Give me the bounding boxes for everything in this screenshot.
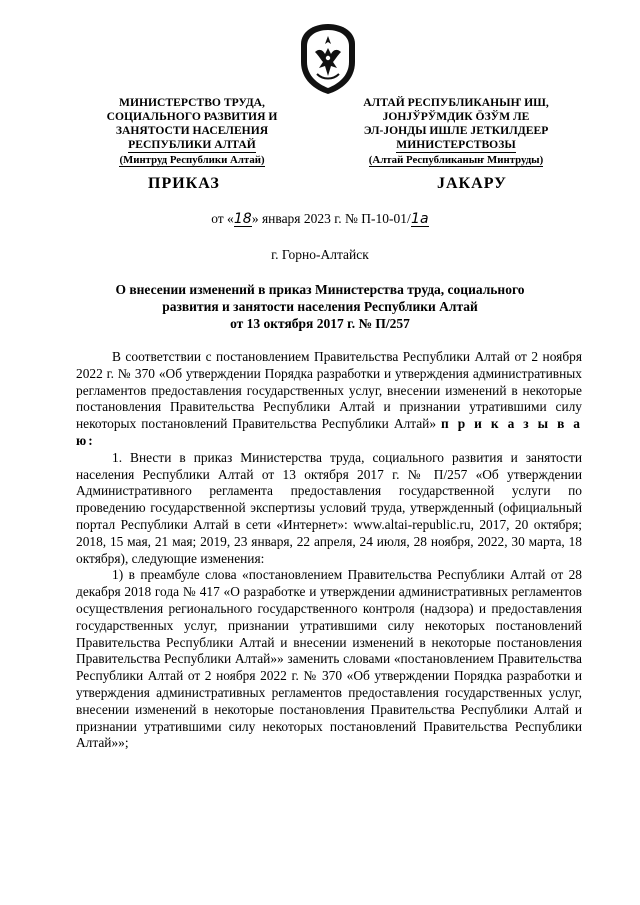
order-date-line bbox=[0, 211, 640, 227]
order-keyword: п р и к а з ы в а ю: bbox=[76, 416, 582, 448]
doc-type-altai: ЈАКАРУ bbox=[437, 175, 507, 192]
ministry-abbreviation: (Минтруд Республики Алтай) bbox=[119, 154, 265, 166]
handwritten-day: 18 bbox=[233, 211, 252, 227]
city-name: г. Горно-Алтайск bbox=[271, 247, 369, 262]
title-line: развития и занятости населения Республики Алтай bbox=[162, 299, 478, 314]
doc-type-russian: ПРИКАЗ bbox=[148, 175, 220, 192]
ministry-name-line bbox=[76, 138, 308, 153]
body-paragraph: 1) в преамбуле слова «постановлением Правительства Республики Алтай от 28 декабря 2018 года № 417 «О разработке и утверждении административных регламентов осуществления регионального государственного контроля (надзора) и предоставления государственных услуг, признании утратившими силу некоторых постановлений Правительства Республики Алтай и внесении изменений в некоторые постановления Правительства Республики Алтай»» заменить словами «постановлением Правительства Республики Алтай от 2 ноября 2022 г. № 370 «Об утверждении Порядка разработки и утверждения административных регламентов предоставления государственных услуг, внесении изменений в некоторые постановления Правительства Республики Алтай и признании утратившими силу некоторых постановлений Правительства Республики Алтай»»; bbox=[76, 567, 582, 751]
ministry-name-line-text: МИНИСТЕРСТВОЗЫ bbox=[396, 138, 516, 151]
body-paragraph: 1. Внести в приказ Министерства труда, социального развития и занятости населения Республики Алтай от 13 октября 2017 г. № П/257 «Об утверждении Административного регламента предоставления государственной услуги по проведению государственной экспертизы условий труда, утвержденный (официальный портал Республики Алтай в сети «Интернет»: www.altai-republic.ru, 2017, 20 октября; 2018, 15 мая, 21 мая; 2019, 23 января, 22 апреля, 24 июля, 28 ноября, 2022, 30 марта, 18 октября), следующие изменения: bbox=[76, 449, 582, 566]
title-line: от 13 октября 2017 г. № П/257 bbox=[230, 316, 410, 331]
ministry-name-line-text: РЕСПУБЛИКИ АЛТАЙ bbox=[128, 138, 256, 151]
ministry-name-line: ЈОНЈЎРЎМДИК ÖЗЎМ ЛЕ bbox=[382, 110, 530, 123]
date-middle: » января 2023 г. № П-10-01/ bbox=[251, 211, 411, 226]
ministry-header-russian bbox=[76, 96, 308, 167]
order-title bbox=[80, 281, 560, 332]
body-paragraph bbox=[76, 349, 582, 450]
coat-of-arms-icon bbox=[297, 22, 359, 96]
title-line: О внесении изменений в приказ Министерства труда, социального bbox=[115, 282, 525, 297]
ministry-name-line: ЗАНЯТОСТИ НАСЕЛЕНИЯ bbox=[115, 124, 269, 137]
ministry-name-line: АЛТАЙ РЕСПУБЛИКАНЫҤ ИШ, bbox=[363, 96, 549, 109]
ministry-name-line bbox=[340, 138, 572, 153]
preamble-text: В соответствии с постановлением Правительства Республики Алтай от 2 ноября 2022 г. № 370 «Об утверждении Порядка разработки и утверждения административных регламентов предоставления государственных услуг, внесении изменений в некоторые постановления Правительства Республики Алтай и признании утратившими силу некоторых постановлений Правительства Республики Алтай» bbox=[76, 349, 582, 432]
handwritten-number: 1а bbox=[411, 211, 429, 227]
order-body bbox=[76, 349, 582, 752]
date-prefix: от « bbox=[211, 211, 234, 226]
ministry-header-altai bbox=[340, 96, 572, 167]
ministry-name-line: СОЦИАЛЬНОГО РАЗВИТИЯ И bbox=[106, 110, 278, 123]
ministry-name-line: МИНИСТЕРСТВО ТРУДА, bbox=[119, 96, 265, 109]
ministry-abbreviation: (Алтай Республиканыҥ Минтруды) bbox=[368, 154, 544, 166]
ministry-name-line: ЭЛ-ЈОНДЫ ИШЛЕ ЈЕТКИЛДЕЕР bbox=[363, 124, 549, 137]
